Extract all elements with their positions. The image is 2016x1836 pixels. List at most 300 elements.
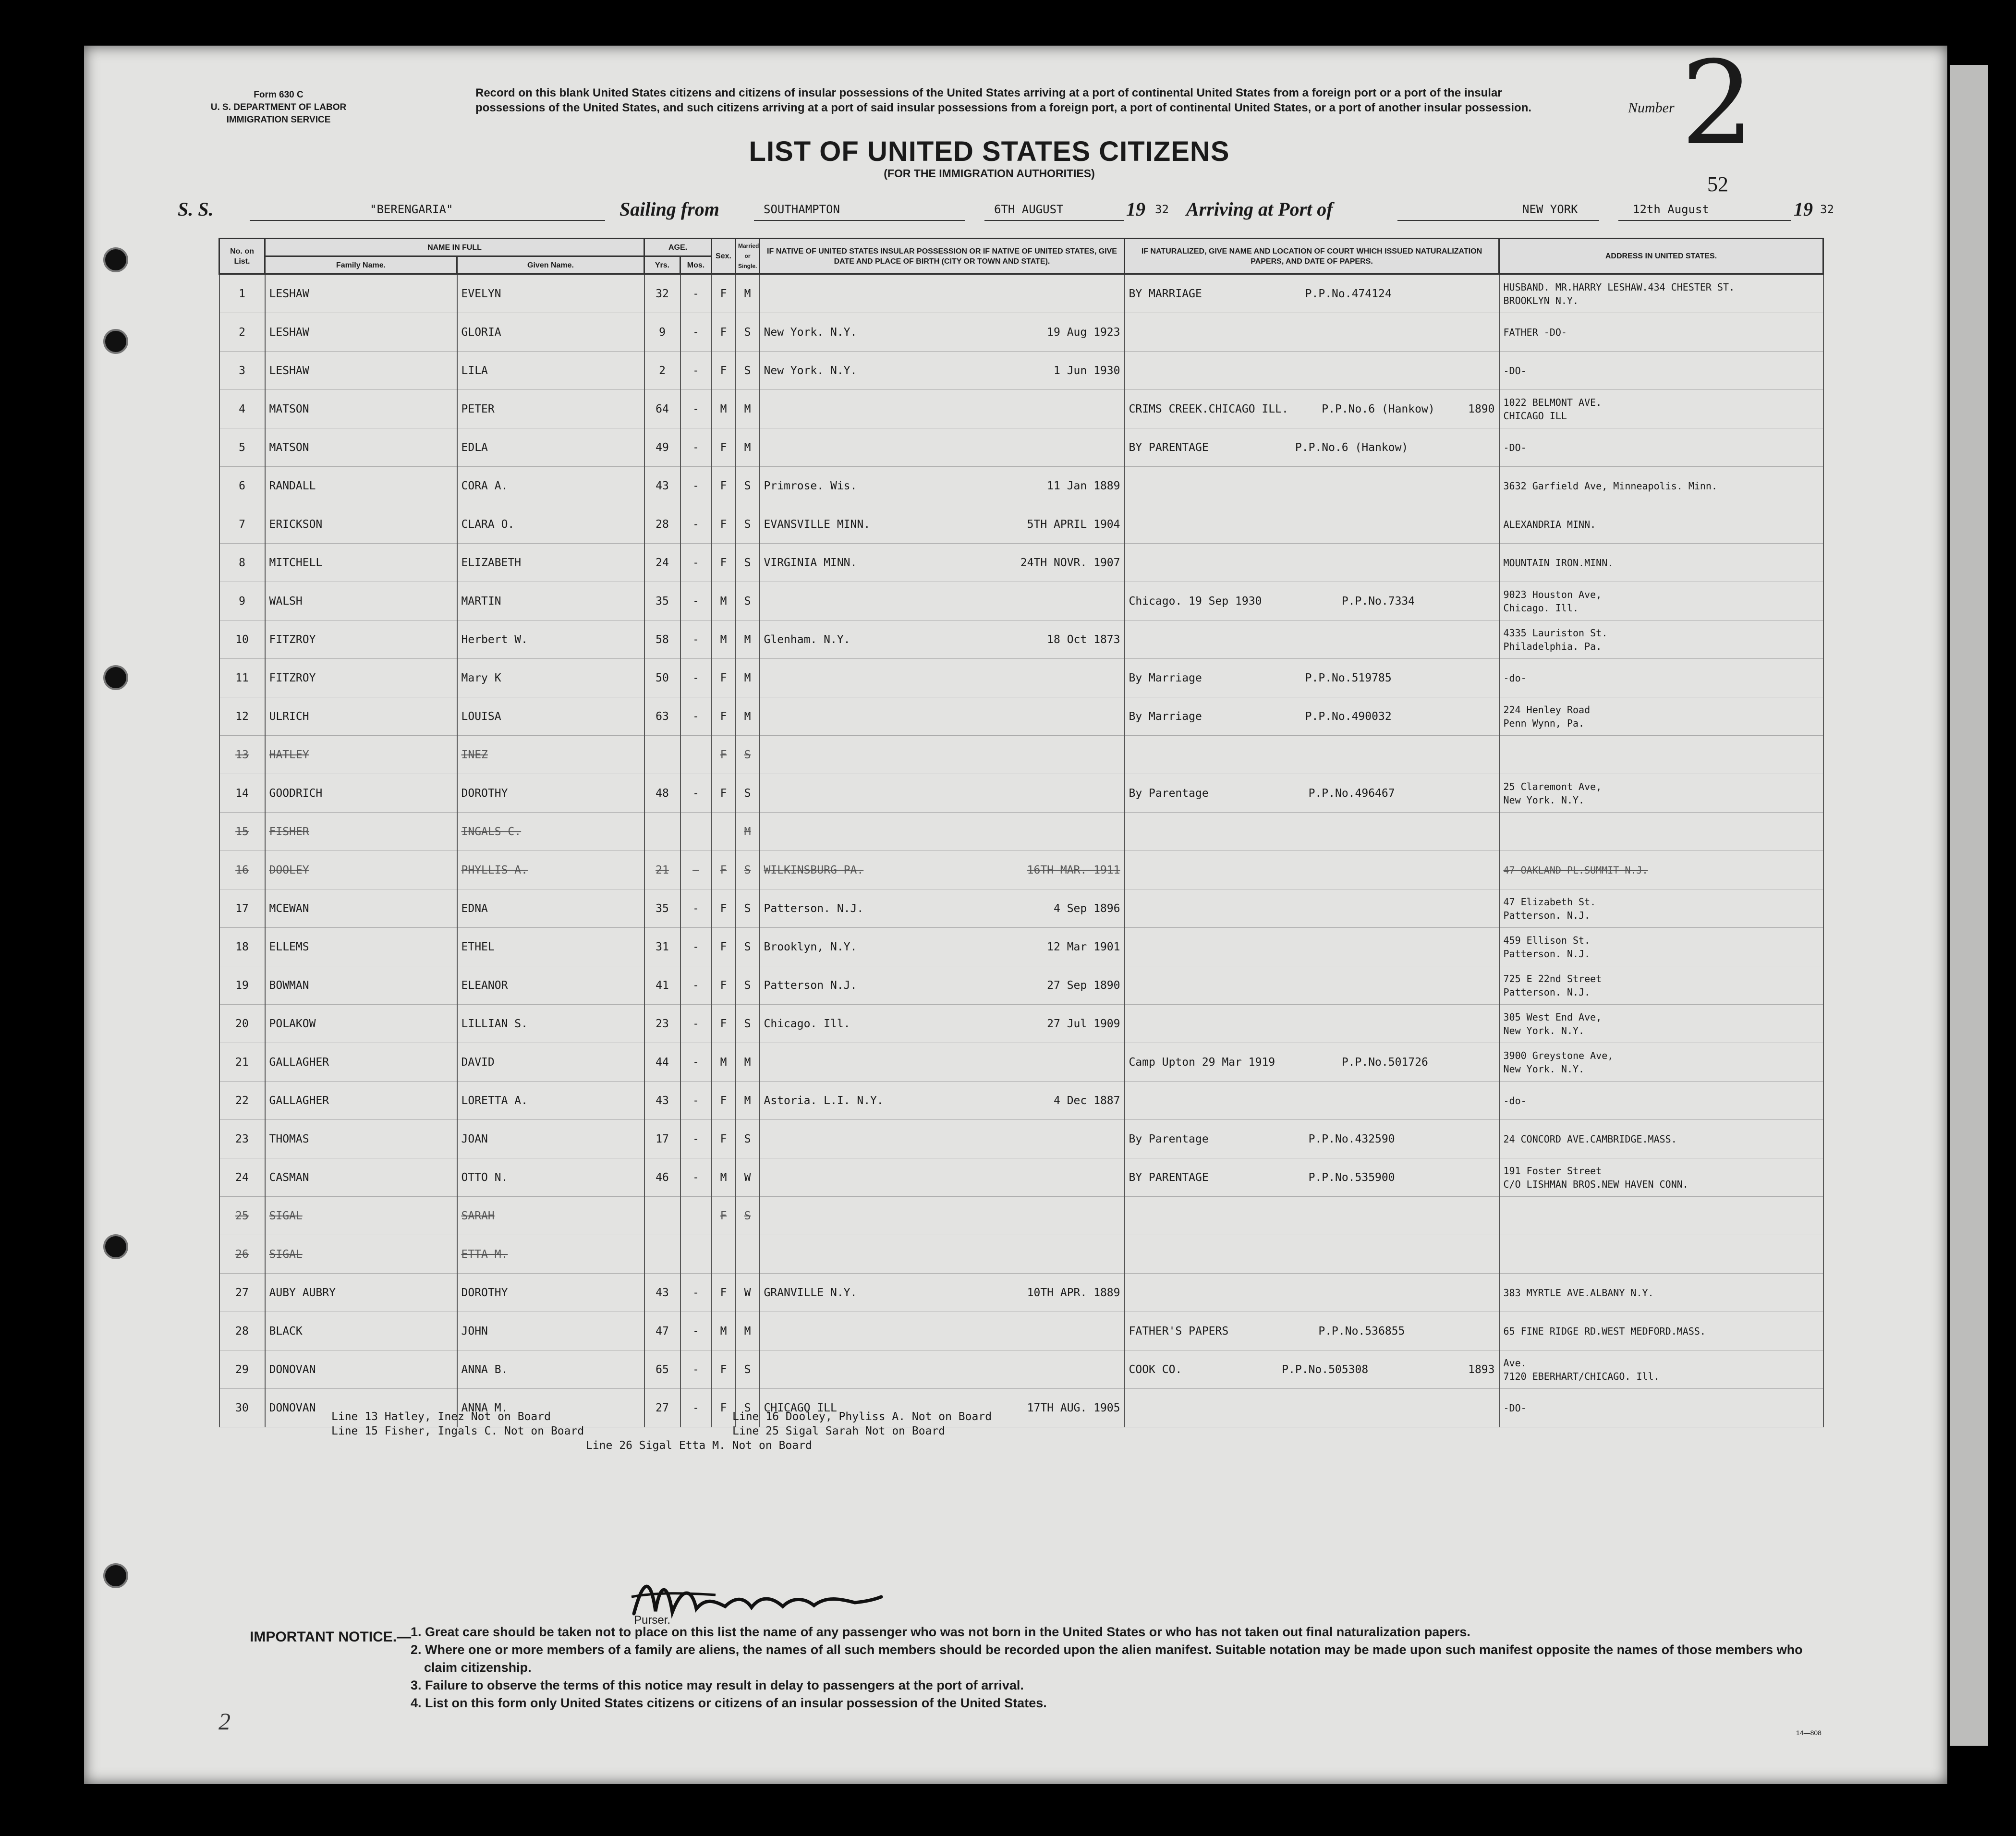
given-name: DOROTHY [457, 1274, 644, 1312]
birth-date: 4 Dec 1887 [1054, 1094, 1120, 1107]
naturalization-paper: P.P.No.505308 [1282, 1363, 1369, 1376]
address-line: 25 Claremont Ave, [1503, 780, 1602, 792]
family-name: LESHAW [265, 274, 457, 313]
naturalization-cell [1125, 274, 1499, 313]
address-cell [1499, 736, 1823, 774]
marital-status: S [736, 467, 760, 505]
address-line: BROOKLYN N.Y. [1503, 294, 1579, 306]
age-months: - [680, 620, 712, 659]
address-cell [1499, 1120, 1823, 1158]
age-months: - [680, 1350, 712, 1389]
naturalization-paper: P.P.No.519785 [1305, 671, 1392, 684]
birth-place: WILKINSBURG PA. [764, 863, 864, 876]
age-years: 28 [644, 505, 680, 544]
col-given-name: Given Name. [457, 256, 644, 274]
given-name: PHYLLIS A. [457, 851, 644, 889]
marital-status: S [736, 736, 760, 774]
age-years: 31 [644, 928, 680, 966]
given-name: GLORIA [457, 313, 644, 352]
birth-cell [760, 1158, 1125, 1197]
margin-note: 2 [219, 1708, 231, 1735]
age-months [680, 813, 712, 851]
address-cell [1499, 774, 1823, 813]
table-row [219, 1235, 1823, 1274]
sex: F [712, 966, 736, 1005]
age-months: - [680, 697, 712, 736]
table-row [219, 352, 1823, 390]
naturalization-cell [1125, 966, 1499, 1005]
birth-cell [760, 544, 1125, 582]
table-row [219, 313, 1823, 352]
naturalization-paper: P.P.No.496467 [1308, 787, 1395, 800]
birth-place: Patterson. N.J. [764, 902, 864, 915]
sex: M [712, 390, 736, 428]
birth-date: 18 Oct 1873 [1047, 633, 1120, 646]
family-name: DONOVAN [265, 1389, 457, 1427]
sex: M [712, 620, 736, 659]
marital-status: M [736, 274, 760, 313]
naturalization-court: BY MARRIAGE [1129, 287, 1202, 300]
birth-cell [760, 1312, 1125, 1350]
sex: F [712, 352, 736, 390]
marital-status: S [736, 1197, 760, 1235]
address-line: 3900 Greystone Ave, [1503, 1049, 1614, 1061]
punch-hole [103, 247, 128, 272]
marital-status: S [736, 352, 760, 390]
sex: M [712, 1043, 736, 1082]
naturalization-cell [1125, 1235, 1499, 1274]
naturalization-cell [1125, 1274, 1499, 1312]
table-row [219, 428, 1823, 467]
given-name: ETTA M. [457, 1235, 644, 1274]
sex [712, 1235, 736, 1274]
table-row [219, 659, 1823, 697]
address-line: CHICAGO ILL [1503, 410, 1567, 422]
given-name: INGALS C. [457, 813, 644, 851]
family-name: AUBY AUBRY [265, 1274, 457, 1312]
age-months: - [680, 467, 712, 505]
address-line: 7120 EBERHART/CHICAGO. Ill. [1503, 1370, 1660, 1382]
address-line: 1022 BELMONT AVE. [1503, 396, 1602, 408]
table-row [219, 736, 1823, 774]
age-months: - [680, 1389, 712, 1427]
naturalization-year: 1893 [1468, 1363, 1495, 1376]
table-row [219, 851, 1823, 889]
birth-cell [760, 274, 1125, 313]
birth-place: Patterson N.J. [764, 979, 857, 992]
family-name: GOODRICH [265, 774, 457, 813]
given-name: LILLIAN S. [457, 1005, 644, 1043]
naturalization-paper: P.P.No.501726 [1341, 1056, 1428, 1069]
birth-place: Brooklyn, N.Y. [764, 940, 857, 953]
naturalization-court: COOK CO. [1129, 1363, 1182, 1376]
naturalization-cell [1125, 620, 1499, 659]
form-code: 14—808 [1796, 1729, 1822, 1737]
marital-status: M [736, 428, 760, 467]
family-name: MCEWAN [265, 889, 457, 928]
footnote: Line 16 Dooley, Phyliss A. Not on Board [732, 1410, 992, 1423]
birth-place: New York. N.Y. [764, 364, 857, 377]
year-prefix: 19 [1794, 198, 1813, 220]
birth-place: Glenham. N.Y. [764, 633, 850, 646]
col-birth: IF NATIVE OF UNITED STATES INSULAR POSSESSION OR IF NATIVE OF UNITED STATES, GIVE DATE AND PLACE OF BIRTH (CITY OR TOWN AND STATE). [760, 239, 1125, 274]
address-cell [1499, 966, 1823, 1005]
punch-hole [103, 1563, 128, 1588]
address-line: 383 MYRTLE AVE.ALBANY N.Y. [1503, 1287, 1654, 1299]
row-number: 14 [219, 774, 265, 813]
table-row [219, 620, 1823, 659]
given-name: ELEANOR [457, 966, 644, 1005]
family-name: DOOLEY [265, 851, 457, 889]
family-name: FITZROY [265, 620, 457, 659]
row-number: 17 [219, 889, 265, 928]
address-line: 191 Foster Street [1503, 1165, 1602, 1177]
family-name: GALLAGHER [265, 1043, 457, 1082]
sex: F [712, 274, 736, 313]
age-months: - [680, 1043, 712, 1082]
naturalization-cell [1125, 1312, 1499, 1350]
age-months: - [680, 774, 712, 813]
sex: F [712, 851, 736, 889]
birth-cell [760, 889, 1125, 928]
age-months [680, 1197, 712, 1235]
table-row [219, 1350, 1823, 1389]
naturalization-cell [1125, 505, 1499, 544]
family-name: ERICKSON [265, 505, 457, 544]
given-name: ANNA M. [457, 1389, 644, 1427]
marital-status: S [736, 889, 760, 928]
form-identifier [166, 89, 391, 126]
birth-date: 24TH NOVR. 1907 [1020, 556, 1120, 569]
age-years: 27 [644, 1389, 680, 1427]
given-name: LOUISA [457, 697, 644, 736]
table-row [219, 774, 1823, 813]
birth-date: 16TH MAR. 1911 [1027, 863, 1120, 876]
purser-label: Purser. [634, 1614, 671, 1627]
marital-status: S [736, 1389, 760, 1427]
address-cell [1499, 928, 1823, 966]
birth-cell [760, 313, 1125, 352]
naturalization-cell [1125, 928, 1499, 966]
marital-status: M [736, 813, 760, 851]
given-name: INEZ [457, 736, 644, 774]
birth-date: 27 Jul 1909 [1047, 1017, 1120, 1030]
row-number: 10 [219, 620, 265, 659]
sex: F [712, 1082, 736, 1120]
family-name: FITZROY [265, 659, 457, 697]
naturalization-court: BY PARENTAGE [1129, 1171, 1209, 1184]
col-married: Married or Single. [736, 239, 760, 274]
col-sex: Sex. [712, 239, 736, 274]
age-months: - [680, 966, 712, 1005]
address-line: Patterson. N.J. [1503, 986, 1591, 998]
naturalization-cell [1125, 428, 1499, 467]
birth-cell [760, 813, 1125, 851]
row-number: 18 [219, 928, 265, 966]
address-line: New York. N.Y. [1503, 1024, 1585, 1036]
marital-status: S [736, 928, 760, 966]
address-cell [1499, 813, 1823, 851]
birth-cell [760, 428, 1125, 467]
address-cell [1499, 1082, 1823, 1120]
naturalization-cell [1125, 544, 1499, 582]
age-months: - [680, 928, 712, 966]
age-years: 43 [644, 467, 680, 505]
naturalization-court: By Marriage [1129, 710, 1202, 723]
naturalization-cell [1125, 889, 1499, 928]
notice-item: 3. Failure to observe the terms of this notice may result in delay to passengers at the port of arrival. [411, 1678, 1024, 1692]
address-line: Penn Wynn, Pa. [1503, 717, 1585, 729]
address-line: -DO- [1503, 365, 1527, 377]
sex: F [712, 1274, 736, 1312]
marital-status: S [736, 1350, 760, 1389]
age-months: - [680, 1312, 712, 1350]
naturalization-court: By Parentage [1129, 1132, 1209, 1145]
age-years: 58 [644, 620, 680, 659]
table-row [219, 467, 1823, 505]
naturalization-cell [1125, 582, 1499, 620]
address-line: ALEXANDRIA MINN. [1503, 518, 1596, 530]
row-number: 7 [219, 505, 265, 544]
birth-place: New York. N.Y. [764, 326, 857, 339]
address-line: -DO- [1503, 1402, 1527, 1414]
age-months: - [680, 851, 712, 889]
birth-date: 4 Sep 1896 [1054, 902, 1120, 915]
birth-cell [760, 582, 1125, 620]
address-cell [1499, 1350, 1823, 1389]
age-years: 64 [644, 390, 680, 428]
table-row [219, 1274, 1823, 1312]
sailing-label: Sailing from [619, 198, 719, 220]
marital-status: M [736, 697, 760, 736]
table-row [219, 582, 1823, 620]
birth-place: Astoria. L.I. N.Y. [764, 1094, 884, 1107]
birth-date: 12 Mar 1901 [1047, 940, 1120, 953]
marital-status: S [736, 582, 760, 620]
record-instructions: Record on this blank United States citizens and citizens of insular possessions of the United States arriving at a port of continental United States from a foreign port or a port of the insular possessions of the United States, and such citizens arriving at a port of said insular possessions from a foreign port, a port of continental United States, or a port of another insular possession. [475, 86, 1532, 114]
birth-cell [760, 1235, 1125, 1274]
naturalization-cell [1125, 467, 1499, 505]
naturalization-cell [1125, 352, 1499, 390]
birth-cell [760, 697, 1125, 736]
row-number: 27 [219, 1274, 265, 1312]
sex: F [712, 544, 736, 582]
address-cell [1499, 620, 1823, 659]
punch-hole [103, 665, 128, 690]
family-name: LESHAW [265, 313, 457, 352]
age-years: 35 [644, 889, 680, 928]
row-number: 16 [219, 851, 265, 889]
sex: F [712, 1389, 736, 1427]
family-name: THOMAS [265, 1120, 457, 1158]
sex: M [712, 1312, 736, 1350]
given-name: MARTIN [457, 582, 644, 620]
naturalization-paper: P.P.No.535900 [1308, 1171, 1395, 1184]
sex: F [712, 736, 736, 774]
family-name: LESHAW [265, 352, 457, 390]
address-line: -DO- [1503, 441, 1527, 453]
given-name: PETER [457, 390, 644, 428]
naturalization-paper: P.P.No.432590 [1308, 1132, 1395, 1145]
naturalization-cell [1125, 774, 1499, 813]
footnote: Line 13 Hatley, Inez Not on Board [331, 1410, 551, 1423]
punch-hole [103, 1234, 128, 1259]
age-years: 35 [644, 582, 680, 620]
age-months: - [680, 1120, 712, 1158]
naturalization-paper: P.P.No.6 (Hankow) [1322, 402, 1435, 415]
family-name: HATLEY [265, 736, 457, 774]
given-name: LILA [457, 352, 644, 390]
page-number: 52 [1707, 172, 1728, 196]
list-number: 2 [1681, 36, 1754, 170]
table-row [219, 390, 1823, 428]
age-months: - [680, 582, 712, 620]
age-years: 32 [644, 274, 680, 313]
family-name: FISHER [265, 813, 457, 851]
marital-status: S [736, 313, 760, 352]
row-number: 19 [219, 966, 265, 1005]
notice-item: 2. Where one or more members of a family are aliens, the names of all such members should be recorded upon the alien manifest. Suitable notation may be made upon such manifest opposite the names of those members who claim citizenship. [411, 1642, 1803, 1675]
col-name-in-full: NAME IN FULL [265, 239, 644, 256]
form-id-line: U. S. DEPARTMENT OF LABOR [210, 102, 347, 112]
birth-place: Primrose. Wis. [764, 479, 857, 492]
birth-date: 11 Jan 1889 [1047, 479, 1120, 492]
row-number: 3 [219, 352, 265, 390]
marital-status: M [736, 1082, 760, 1120]
footnote: Line 25 Sigal Sarah Not on Board [732, 1425, 946, 1437]
age-months: - [680, 659, 712, 697]
row-number: 11 [219, 659, 265, 697]
address-line: Patterson. N.J. [1503, 909, 1591, 921]
sex: F [712, 1197, 736, 1235]
address-line: Philadelphia. Pa. [1503, 640, 1602, 652]
table-row [219, 1082, 1823, 1120]
given-name: JOAN [457, 1120, 644, 1158]
address-cell [1499, 697, 1823, 736]
address-cell [1499, 467, 1823, 505]
birth-cell [760, 620, 1125, 659]
age-months: - [680, 390, 712, 428]
address-cell [1499, 659, 1823, 697]
table-row [219, 928, 1823, 966]
family-name: BLACK [265, 1312, 457, 1350]
birth-cell [760, 1082, 1125, 1120]
address-cell [1499, 1005, 1823, 1043]
age-years [644, 1235, 680, 1274]
age-years: 63 [644, 697, 680, 736]
row-number: 9 [219, 582, 265, 620]
sex: F [712, 1120, 736, 1158]
family-name: MATSON [265, 428, 457, 467]
address-line: 9023 Houston Ave, [1503, 588, 1602, 600]
sex: F [712, 889, 736, 928]
year-prefix: 19 [1126, 198, 1145, 220]
marital-status: W [736, 1158, 760, 1197]
row-number: 13 [219, 736, 265, 774]
address-cell [1499, 352, 1823, 390]
address-line: MOUNTAIN IRON.MINN. [1503, 557, 1614, 569]
family-name: BOWMAN [265, 966, 457, 1005]
marital-status: W [736, 1274, 760, 1312]
age-years: 44 [644, 1043, 680, 1082]
address-cell [1499, 1197, 1823, 1235]
naturalization-cell [1125, 1197, 1499, 1235]
naturalization-cell [1125, 1120, 1499, 1158]
address-line: 305 West End Ave, [1503, 1011, 1602, 1023]
address-line: Ave. [1503, 1357, 1527, 1369]
sex: F [712, 505, 736, 544]
age-years: 21 [644, 851, 680, 889]
address-line: 3632 Garfield Ave, Minneapolis. Minn. [1503, 480, 1718, 492]
age-years [644, 736, 680, 774]
given-name: CORA A. [457, 467, 644, 505]
age-years [644, 1197, 680, 1235]
address-line: Patterson. N.J. [1503, 948, 1591, 960]
address-line: FATHER -DO- [1503, 326, 1567, 338]
naturalization-cell [1125, 659, 1499, 697]
address-cell [1499, 851, 1823, 889]
col-age: AGE. [644, 239, 712, 256]
birth-cell [760, 467, 1125, 505]
col-yrs: Yrs. [644, 256, 680, 274]
number-label: Number [1628, 100, 1675, 116]
table-row [219, 1005, 1823, 1043]
table-row [219, 544, 1823, 582]
marital-status: M [736, 1043, 760, 1082]
age-months: - [680, 1082, 712, 1120]
birth-place: GRANVILLE N.Y. [764, 1286, 857, 1299]
from-port: SOUTHAMPTON [764, 203, 840, 216]
sex [712, 813, 736, 851]
form-title: LIST OF UNITED STATES CITIZENS [749, 136, 1230, 167]
marital-status: M [736, 659, 760, 697]
marital-status: S [736, 505, 760, 544]
age-months: - [680, 889, 712, 928]
voyage-line [178, 192, 1849, 226]
naturalization-paper: P.P.No.7334 [1341, 595, 1415, 608]
naturalization-cell [1125, 313, 1499, 352]
age-months: - [680, 1158, 712, 1197]
address-line: -do- [1503, 672, 1527, 684]
age-years: 17 [644, 1120, 680, 1158]
sex: F [712, 659, 736, 697]
birth-cell [760, 966, 1125, 1005]
sex: F [712, 467, 736, 505]
given-name: OTTO N. [457, 1158, 644, 1197]
address-line: -do- [1503, 1094, 1527, 1106]
form-id-line: IMMIGRATION SERVICE [226, 115, 331, 125]
table-row [219, 966, 1823, 1005]
address-cell [1499, 313, 1823, 352]
marital-status: M [736, 390, 760, 428]
arriving-label: Arriving at Port of [1186, 198, 1333, 220]
birth-cell [760, 505, 1125, 544]
birth-date: 17TH AUG. 1905 [1027, 1401, 1120, 1414]
age-years: 43 [644, 1274, 680, 1312]
address-line: 47 OAKLAND PL.SUMMIT N.J. [1503, 864, 1648, 876]
address-cell [1499, 274, 1823, 313]
family-name: MITCHELL [265, 544, 457, 582]
row-number: 28 [219, 1312, 265, 1350]
naturalization-court: Camp Upton 29 Mar 1919 [1129, 1056, 1275, 1069]
birth-date: 27 Sep 1890 [1047, 979, 1120, 992]
given-name: DAVID [457, 1043, 644, 1082]
birth-cell [760, 1043, 1125, 1082]
birth-date: 5TH APRIL 1904 [1027, 518, 1120, 531]
naturalization-cell [1125, 390, 1499, 428]
table-row [219, 813, 1823, 851]
family-name: MATSON [265, 390, 457, 428]
